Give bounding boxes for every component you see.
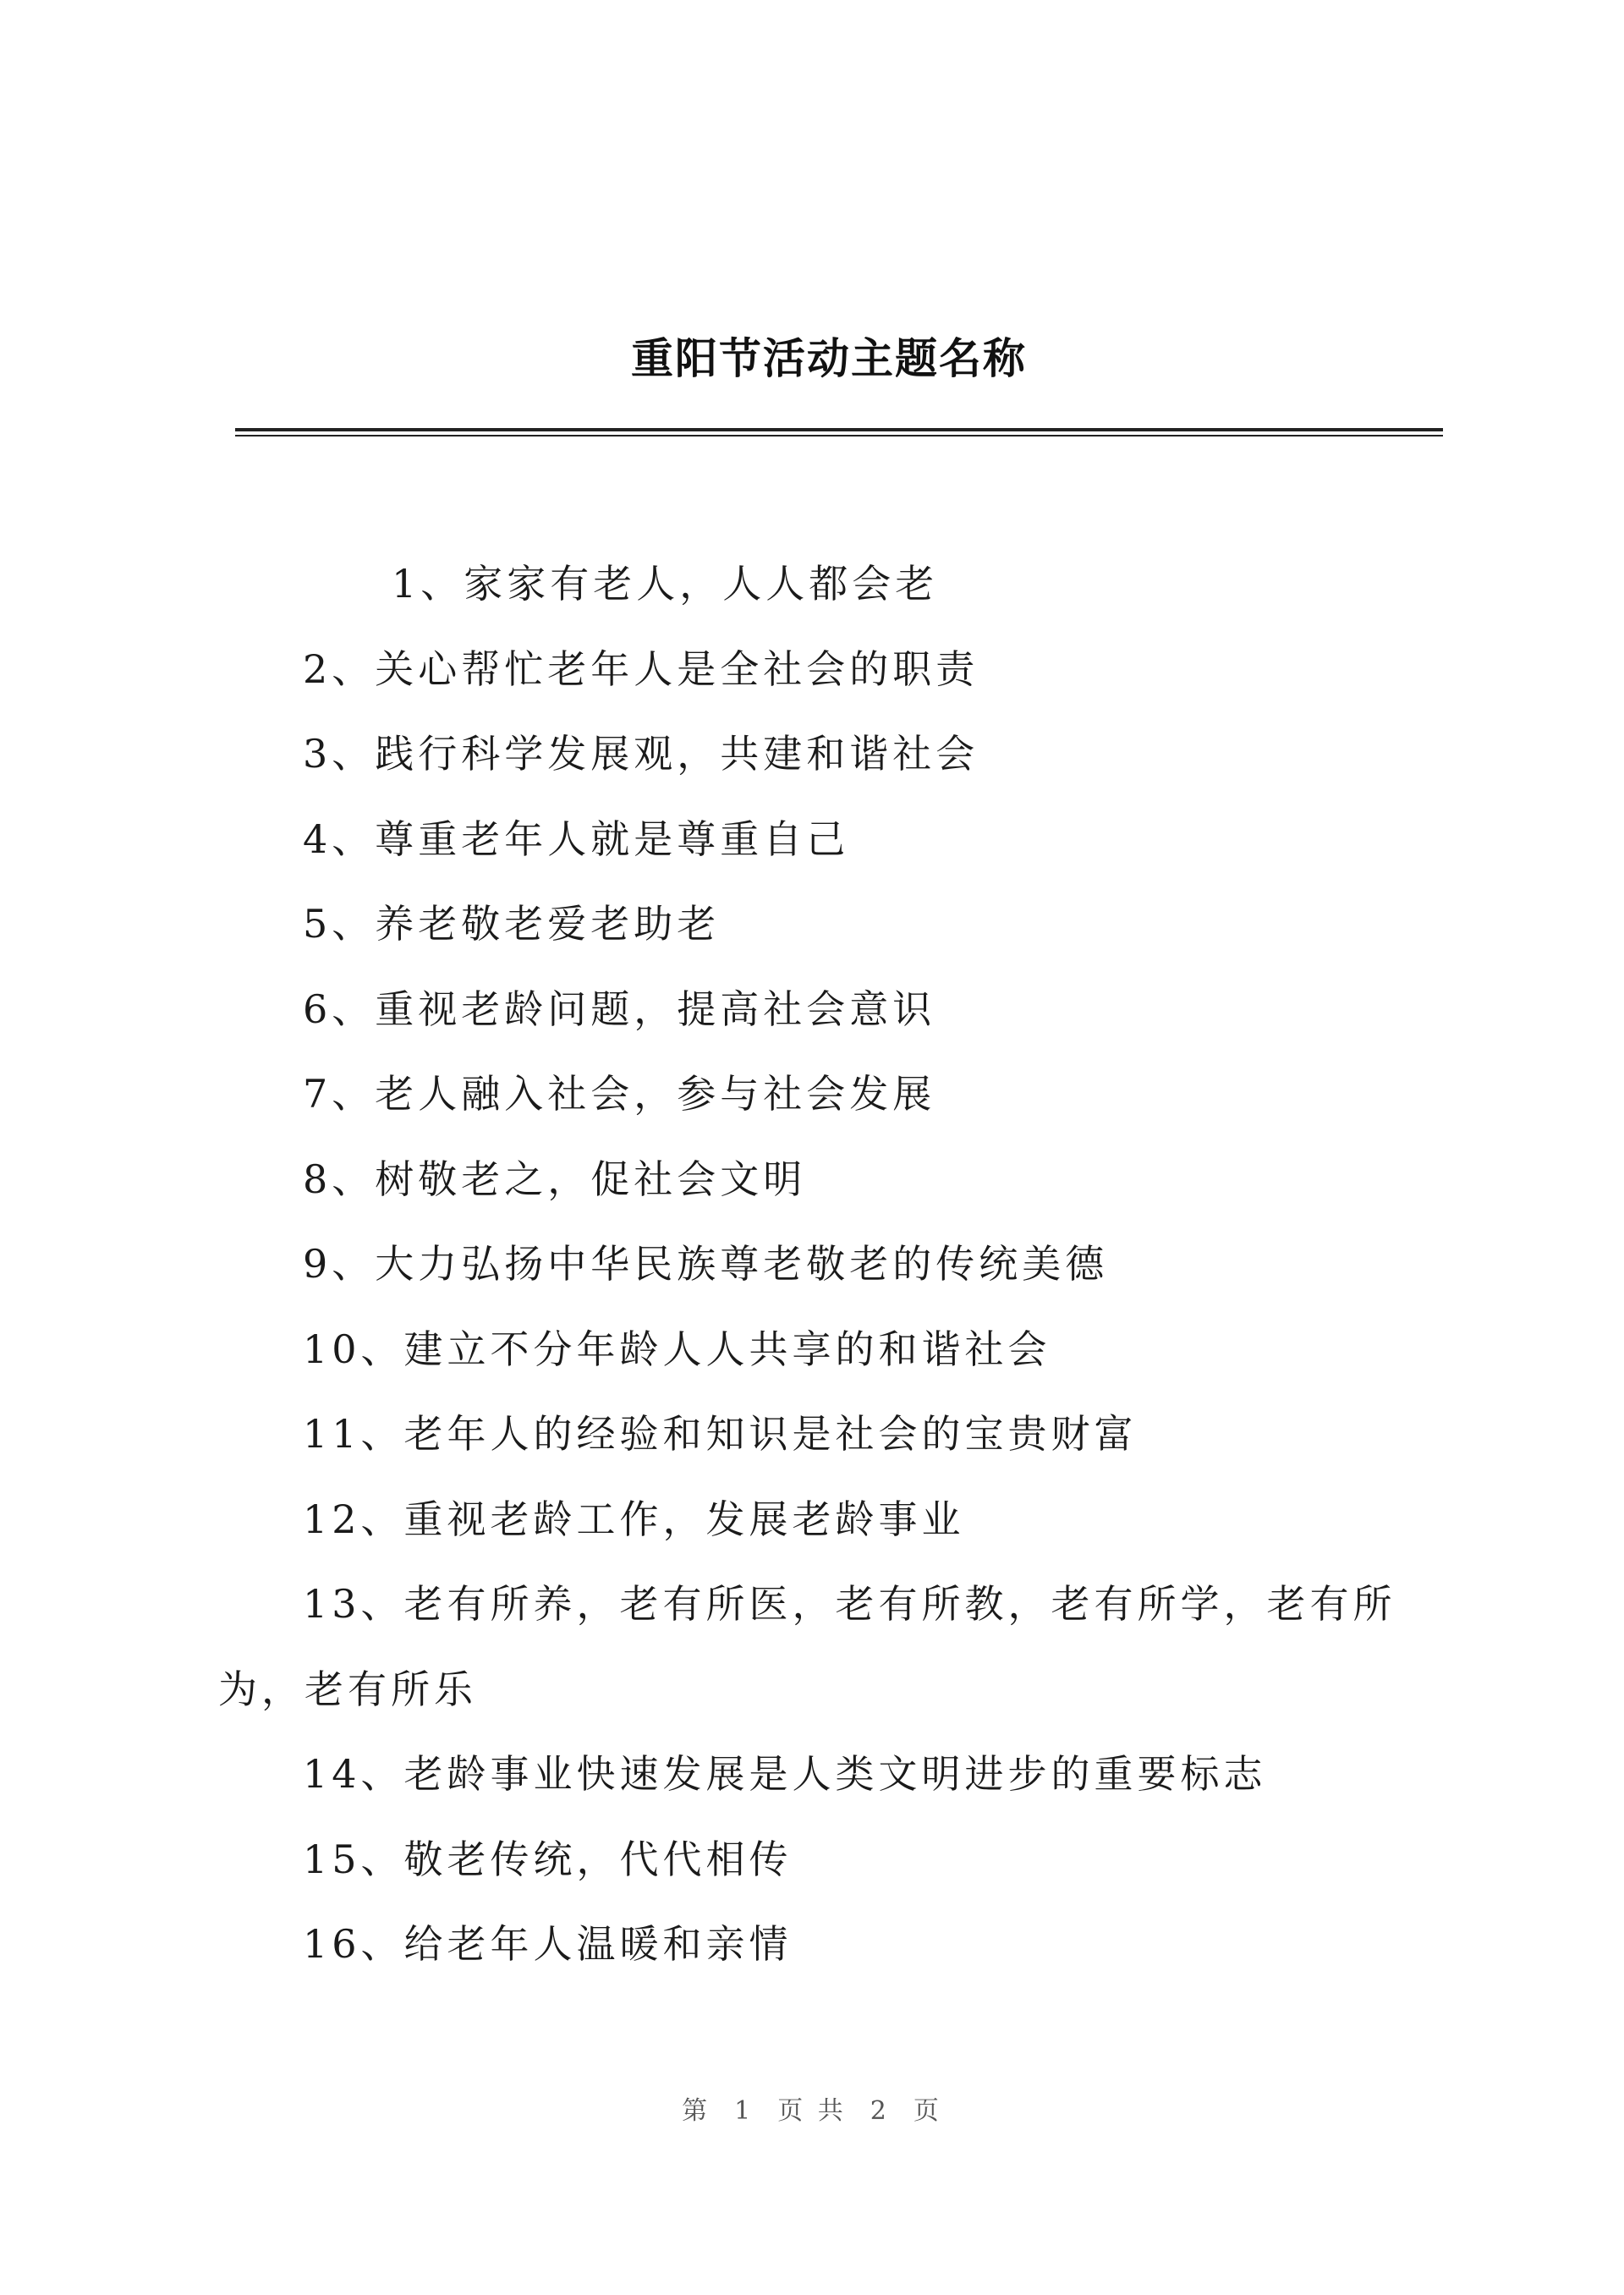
list-item-5: 5、养老敬老爱老助老: [303, 901, 721, 947]
list-item-11: 11、老年人的经验和知识是社会的宝贵财富: [303, 1411, 1138, 1457]
list-item-13: 13、老有所养，老有所医，老有所教，老有所学，老有所: [303, 1581, 1396, 1627]
list-item-6: 6、重视老龄问题，提高社会意识: [303, 986, 936, 1032]
page-footer: [0, 2089, 1624, 2127]
list-item-14: 14、老龄事业快速发展是人类文明进步的重要标志: [303, 1751, 1267, 1797]
title-divider-thick: [235, 428, 1443, 431]
list-item-4: 4、尊重老年人就是尊重自己: [303, 815, 850, 862]
document-body: [218, 541, 1445, 1987]
footer-total-pages: 2: [870, 2096, 890, 2126]
list-item-12: 12、重视老龄工作，发展老龄事业: [303, 1496, 965, 1542]
list-item-16: 16、给老年人温暖和亲情: [303, 1921, 793, 1967]
footer-page-number: 1: [734, 2096, 754, 2126]
list-item-8: 8、树敬老之，促社会文明: [303, 1156, 807, 1202]
footer-ye-gong: 页 共: [777, 2096, 847, 2126]
footer-di: 第: [682, 2096, 711, 2126]
list-item-9: 9、大力弘扬中华民族尊老敬老的传统美德: [303, 1241, 1109, 1287]
footer-ye: 页: [913, 2096, 942, 2126]
list-item-13-continued: 为，老有所乐: [218, 1666, 477, 1712]
list-item-7: 7、老人融入社会，参与社会发展: [303, 1071, 936, 1117]
list-item-1: 1、家家有老人，人人都会老: [392, 561, 939, 607]
list-item-10: 10、建立不分年龄人人共享的和谐社会: [303, 1326, 1051, 1372]
list-item-15: 15、敬老传统，代代相传: [303, 1836, 793, 1882]
title-divider: [235, 428, 1443, 437]
title-divider-thin: [235, 435, 1443, 436]
list-item-2: 2、关心帮忙老年人是全社会的职责: [303, 645, 979, 692]
list-item-3: 3、践行科学发展观，共建和谐社会: [303, 731, 979, 777]
document-title: 重阳节活动主题名称: [631, 333, 1027, 383]
